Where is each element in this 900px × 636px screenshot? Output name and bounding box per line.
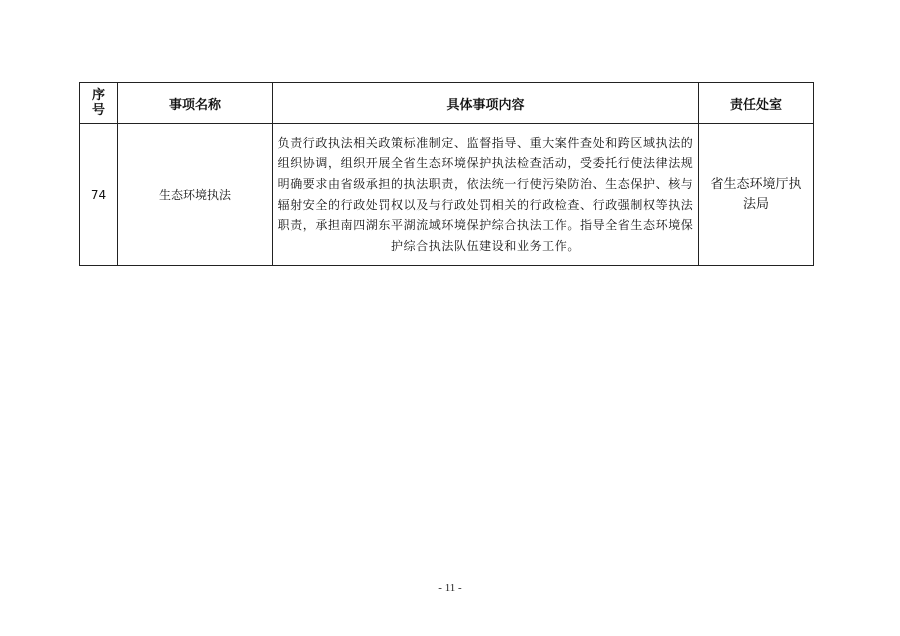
cell-serial-number: 74	[80, 124, 118, 266]
table-row	[80, 124, 814, 266]
page-number: - 11 -	[438, 582, 462, 594]
header-item-content: 具体事项内容	[273, 83, 699, 124]
header-responsible-dept: 责任处室	[699, 83, 814, 124]
cell-item-name: 生态环境执法	[118, 124, 273, 266]
cell-responsible-dept: 省生态环境厅执法局	[699, 124, 814, 266]
table-header-row	[80, 83, 814, 124]
header-item-name: 事项名称	[118, 83, 273, 124]
responsibility-table	[79, 82, 814, 266]
cell-item-content: 负责行政执法相关政策标准制定、监督指导、重大案件查处和跨区域执法的组织协调，组织开展全省生态环境保护执法检查活动，受委托行使法律法规明确要求由省级承担的执法职责，依法统一行使污染防治、生态保护、核与辐射安全的行政处罚权以及与行政处罚相关的行政检查、行政强制权等执法职责，承担南四湖东平湖流域环境保护综合执法工作。指导全省生态环境保护综合执法队伍建设和业务工作。	[273, 124, 699, 266]
header-serial-number: 序号	[80, 83, 118, 124]
